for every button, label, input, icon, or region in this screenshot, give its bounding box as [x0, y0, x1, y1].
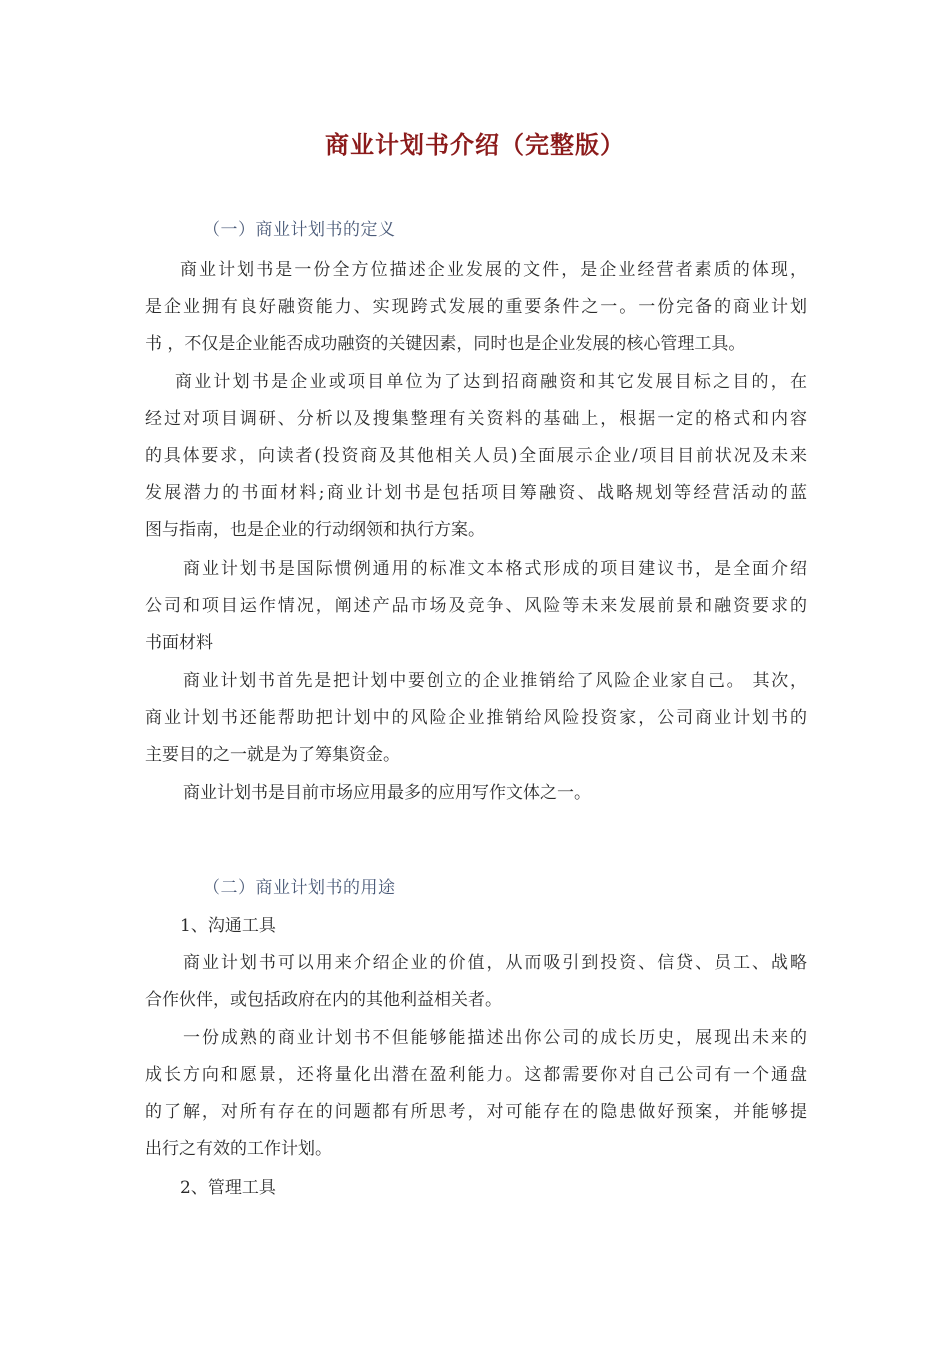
paragraph-line: 的具体要求，向读者(投资商及其他相关人员)全面展示企业/项目目前状况及未来: [145, 446, 807, 466]
paragraph-line: 商业计划书可以用来介绍企业的价值，从而吸引到投资、信贷、员工、战略: [183, 953, 807, 973]
paragraph-line: 一份成熟的商业计划书不但能够能描述出你公司的成长历史，展现出未来的: [183, 1028, 807, 1048]
paragraph-line: 合作伙伴，或包括政府在内的其他利益相关者。: [145, 990, 502, 1010]
document-title: 商业计划书介绍（完整版）: [325, 131, 625, 159]
paragraph-line: 是企业拥有良好融资能力、实现跨式发展的重要条件之一。一份完备的商业计划: [145, 297, 807, 317]
paragraph-line: 商业计划书首先是把计划中要创立的企业推销给了风险企业家自己。 其次，: [183, 671, 807, 691]
section-heading-uses: （二）商业计划书的用途: [203, 878, 396, 898]
paragraph-definition-1: [145, 252, 807, 363]
section-heading-definition: （一）商业计划书的定义: [203, 220, 396, 240]
paragraph-uses-2: [145, 1020, 807, 1168]
paragraph-line: 发展潜力的书面材料;商业计划书是包括项目筹融资、战略规划等经营活动的蓝: [145, 483, 807, 503]
paragraph-line: 公司和项目运作情况，阐述产品市场及竞争、风险等未来发展前景和融资要求的: [145, 596, 807, 616]
list-item-communication-tool: 1、沟通工具: [180, 916, 276, 936]
paragraph-definition-2: [145, 364, 807, 549]
paragraph-line: 的了解，对所有存在的问题都有所思考，对可能存在的隐患做好预案，并能够提: [145, 1102, 807, 1122]
paragraph-line: 成长方向和愿景，还将量化出潜在盈利能力。这都需要你对自己公司有一个通盘: [145, 1065, 807, 1085]
paragraph-line: 商业计划书是目前市场应用最多的应用写作文体之一。: [183, 783, 591, 803]
paragraph-line: 书面材料: [145, 633, 213, 653]
paragraph-line: 主要目的之一就是为了筹集资金。: [145, 745, 400, 765]
paragraph-line: 出行之有效的工作计划。: [145, 1139, 332, 1159]
paragraph-line: 图与指南，也是企业的行动纲领和执行方案。: [145, 520, 485, 540]
paragraph-line: 商业计划书是一份全方位描述企业发展的文件，是企业经营者素质的体现，: [180, 260, 807, 280]
paragraph-line: 商业计划书是国际惯例通用的标准文本格式形成的项目建议书，是全面介绍: [183, 559, 807, 579]
paragraph-definition-5: [145, 775, 807, 812]
paragraph-definition-3: [145, 551, 807, 662]
paragraph-line: 书 ，不仅是企业能否成功融资的关键因素，同时也是企业发展的核心管理工具。: [145, 334, 746, 354]
paragraph-line: 经过对项目调研、分析以及搜集整理有关资料的基础上，根据一定的格式和内容: [145, 409, 807, 429]
paragraph-line: 商业计划书还能帮助把计划中的风险企业推销给风险投资家，公司商业计划书的: [145, 708, 807, 728]
paragraph-line: 商业计划书是企业或项目单位为了达到招商融资和其它发展目标之目的，在: [175, 372, 807, 392]
paragraph-uses-1: [145, 945, 807, 1019]
list-item-management-tool: 2、管理工具: [180, 1178, 276, 1198]
paragraph-definition-4: [145, 663, 807, 774]
